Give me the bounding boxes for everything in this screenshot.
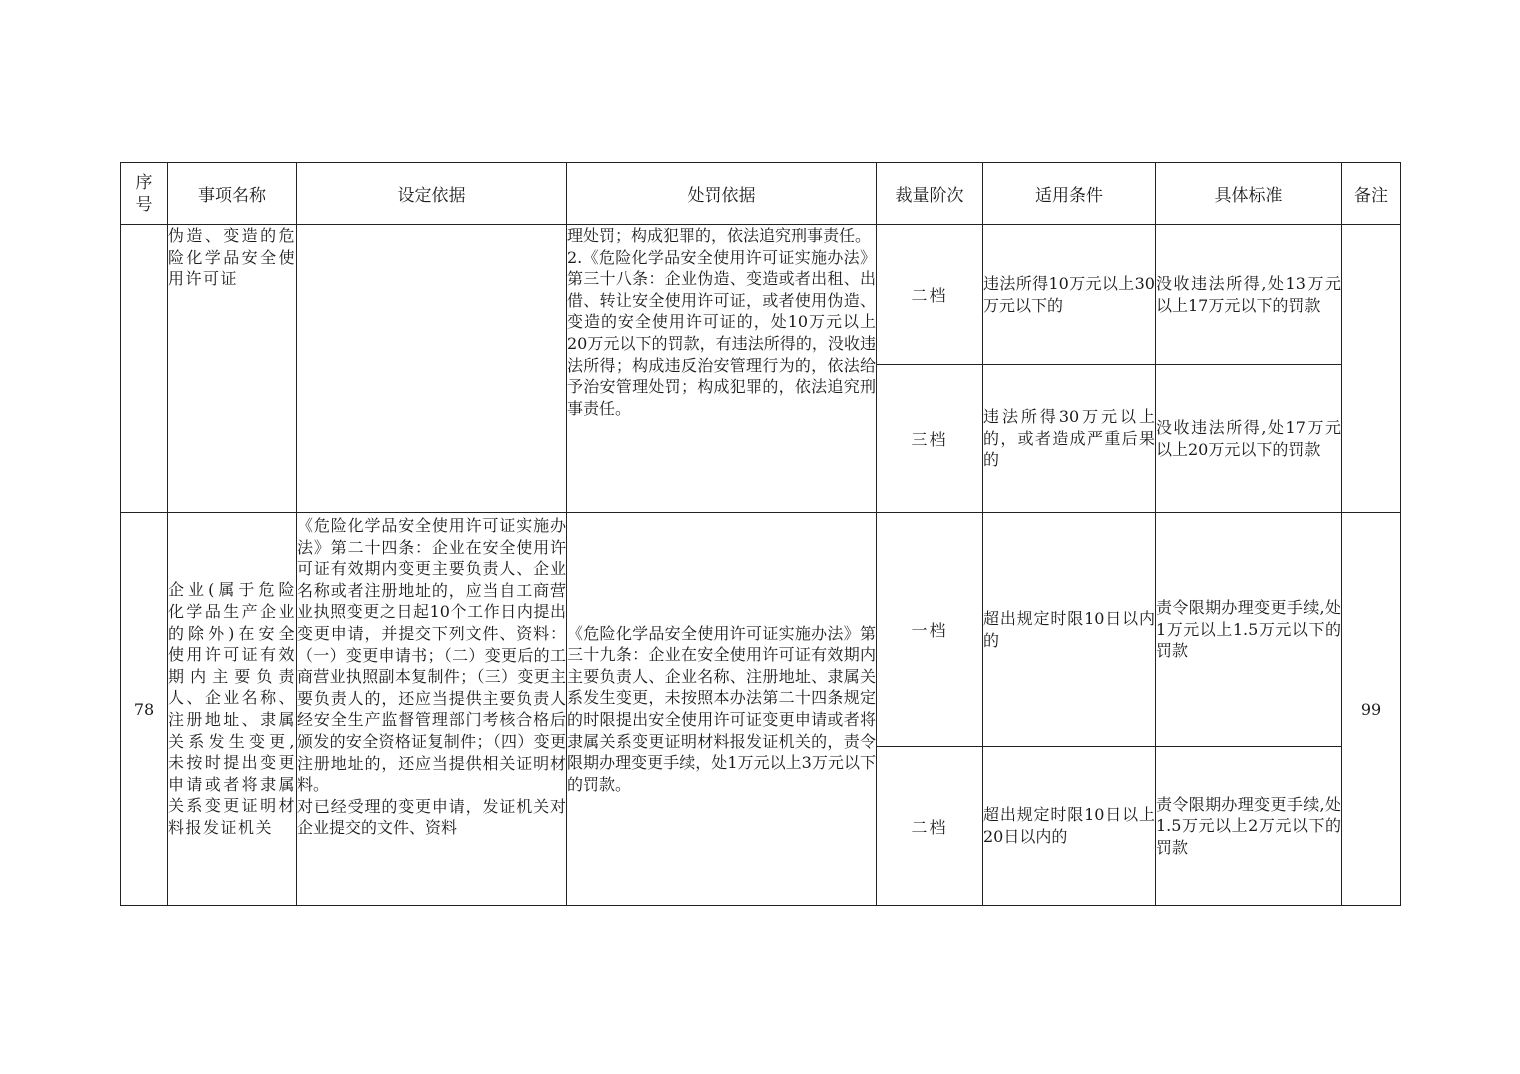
- header-item-name: 事项名称: [168, 163, 297, 225]
- penalty-basis-cell: 《危险化学品安全使用许可证实施办法》第三十九条：企业在安全使用许可证有效期内主要负责人、企业名称、注册地址、隶属关系发生变更，未按照本办法第二十四条规定的时限提出安全使用许可证变更申请或者将隶属关系变更证明材料报发证机关的，责令限期办理变更手续，处1万元以上3万元以下的罚款。: [567, 513, 877, 906]
- level-cell: 二档: [877, 747, 983, 906]
- condition-cell: 超出规定时限10日以上20日以内的: [983, 747, 1156, 906]
- header-basis: 设定依据: [297, 163, 567, 225]
- header-condition: 适用条件: [983, 163, 1156, 225]
- standard-cell: 没收违法所得,处17万元以上20万元以下的罚款: [1156, 365, 1342, 513]
- header-penalty-basis: 处罚依据: [567, 163, 877, 225]
- seq-cell: 78: [121, 513, 168, 906]
- header-row: [121, 163, 1401, 225]
- level-cell: 一档: [877, 513, 983, 747]
- penalty-discretion-table: [120, 162, 1401, 906]
- item-name-cell: 企业(属于危险化学品生产企业的除外)在安全使用许可证有效期内主要负责人、企业名称、注册地址、隶属关系发生变更,未按时提出变更申请或者将隶属关系变更证明材料报发证机关: [168, 513, 297, 906]
- level-cell: 三档: [877, 365, 983, 513]
- remark-cell: 99: [1342, 513, 1401, 906]
- condition-cell: 违法所得30万元以上的，或者造成严重后果的: [983, 365, 1156, 513]
- item-name-cell: 伪造、变造的危险化学品安全使用许可证: [168, 225, 297, 513]
- table-row: [121, 513, 1401, 747]
- basis-cell: [297, 225, 567, 513]
- standard-cell: 没收违法所得,处13万元以上17万元以下的罚款: [1156, 225, 1342, 365]
- level-cell: 二档: [877, 225, 983, 365]
- standard-cell: 责令限期办理变更手续,处1.5万元以上2万元以下的罚款: [1156, 747, 1342, 906]
- condition-cell: 违法所得10万元以上30万元以下的: [983, 225, 1156, 365]
- header-standard: 具体标准: [1156, 163, 1342, 225]
- condition-cell: 超出规定时限10日以内的: [983, 513, 1156, 747]
- header-level: 裁量阶次: [877, 163, 983, 225]
- seq-cell: [121, 225, 168, 513]
- header-remark: 备注: [1342, 163, 1401, 225]
- basis-cell: 《危险化学品安全使用许可证实施办法》第二十四条：企业在安全使用许可证有效期内变更主要负责人、企业名称或者注册地址的，应当自工商营业执照变更之日起10个工作日内提出变更申请，并提交下列文件、资料：（一）变更申请书；（二）变更后的工商营业执照副本复制件；（三）变更主要负责人的，还应当提供主要负责人经安全生产监督管理部门考核合格后颁发的安全资格证复制件；（四）变更注册地址的，还应当提供相关证明材料。 对已经受理的变更申请，发证机关对企业提交的文件、资料: [297, 513, 567, 906]
- header-seq: 序 号: [121, 163, 168, 225]
- penalty-basis-cell: 理处罚；构成犯罪的，依法追究刑事责任。 2.《危险化学品安全使用许可证实施办法》第三十八条：企业伪造、变造或者出租、出借、转让安全使用许可证，或者使用伪造、变造的安全使用许可证的，处10万元以上20万元以下的罚款，有违法所得的，没收违法所得；构成违反治安管理行为的，依法给予治安管理处罚；构成犯罪的，依法追究刑事责任。: [567, 225, 877, 513]
- table-row: [121, 225, 1401, 365]
- standard-cell: 责令限期办理变更手续,处1万元以上1.5万元以下的罚款: [1156, 513, 1342, 747]
- remark-cell: [1342, 225, 1401, 513]
